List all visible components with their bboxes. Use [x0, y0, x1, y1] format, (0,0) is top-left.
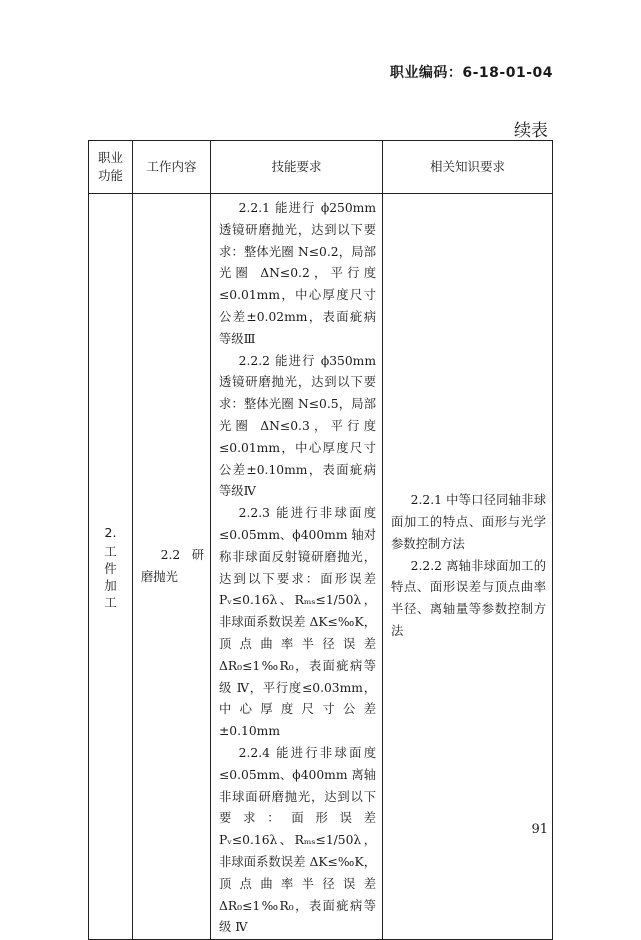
skills-cell [211, 194, 383, 940]
header-work-content: 工作内容 [133, 141, 211, 194]
continued-label: 续表 [514, 121, 548, 141]
work-content-cell [133, 194, 211, 940]
occupation-code: 职业编码：6-18-01-04 [389, 65, 553, 81]
skill-item: 2.2.2 能进行 ϕ350mm 透镜研磨抛光，达到以下要求：整体光圈 N≤0.5，局部光圈 ΔN≤0.3，平行度≤0.01mm，中心厚度尺寸公差±0.10mm，表面疵病等级Ⅳ [219, 353, 376, 499]
work-content-text: 2.2 研磨抛光 [141, 547, 204, 584]
function-number: 2. [104, 524, 117, 540]
function-name: 工件加工 [104, 544, 117, 611]
function-cell [89, 194, 133, 940]
skill-item: 2.2.3 能进行非球面度≤0.05mm、ϕ400mm 轴对称非球面反射镜研磨抛光，达到以下要求：面形误差 Pᵥ≤0.16λ、Rₘₛ≤1/50λ，非球面系数误差 ΔK≤‰K，顶点曲率半径误差 ΔR₀≤1‰R₀，表面疵病等级 Ⅳ，平行度≤0.03mm，中心厚度尺寸公差±0.10mm [219, 506, 376, 739]
knowledge-item: 2.2.1 中等口径同轴非球面加工的特点、面形与光学参数控制方法 [391, 493, 546, 551]
skill-item: 2.2.1 能进行 ϕ250mm 透镜研磨抛光，达到以下要求：整体光圈 N≤0.2，局部光圈 ΔN≤0.2，平行度≤0.01mm，中心厚度尺寸公差±0.02mm，表面疵病等级Ⅲ [219, 201, 376, 346]
skill-item: 2.2.4 能进行非球面度≤0.05mm、ϕ400mm 离轴非球面研磨抛光，达到以下要求：面形误差 Pᵥ≤0.16λ、Rₘₛ≤1/50λ，非球面系数误差 ΔK≤‰K，顶点曲率半径误差 ΔR₀≤1‰R₀，表面疵病等级 Ⅳ [219, 745, 376, 935]
page-number: 91 [531, 822, 548, 837]
table-header-row [89, 141, 553, 194]
header-skills: 技能要求 [211, 141, 383, 194]
table-row [89, 194, 553, 940]
skills-table [88, 140, 553, 940]
header-function: 职业功能 [89, 141, 133, 194]
knowledge-item: 2.2.2 离轴非球面加工的特点、面形误差与顶点曲率半径、离轴量等参数控制方法 [391, 558, 546, 639]
header-knowledge: 相关知识要求 [383, 141, 553, 194]
knowledge-cell [383, 194, 553, 940]
